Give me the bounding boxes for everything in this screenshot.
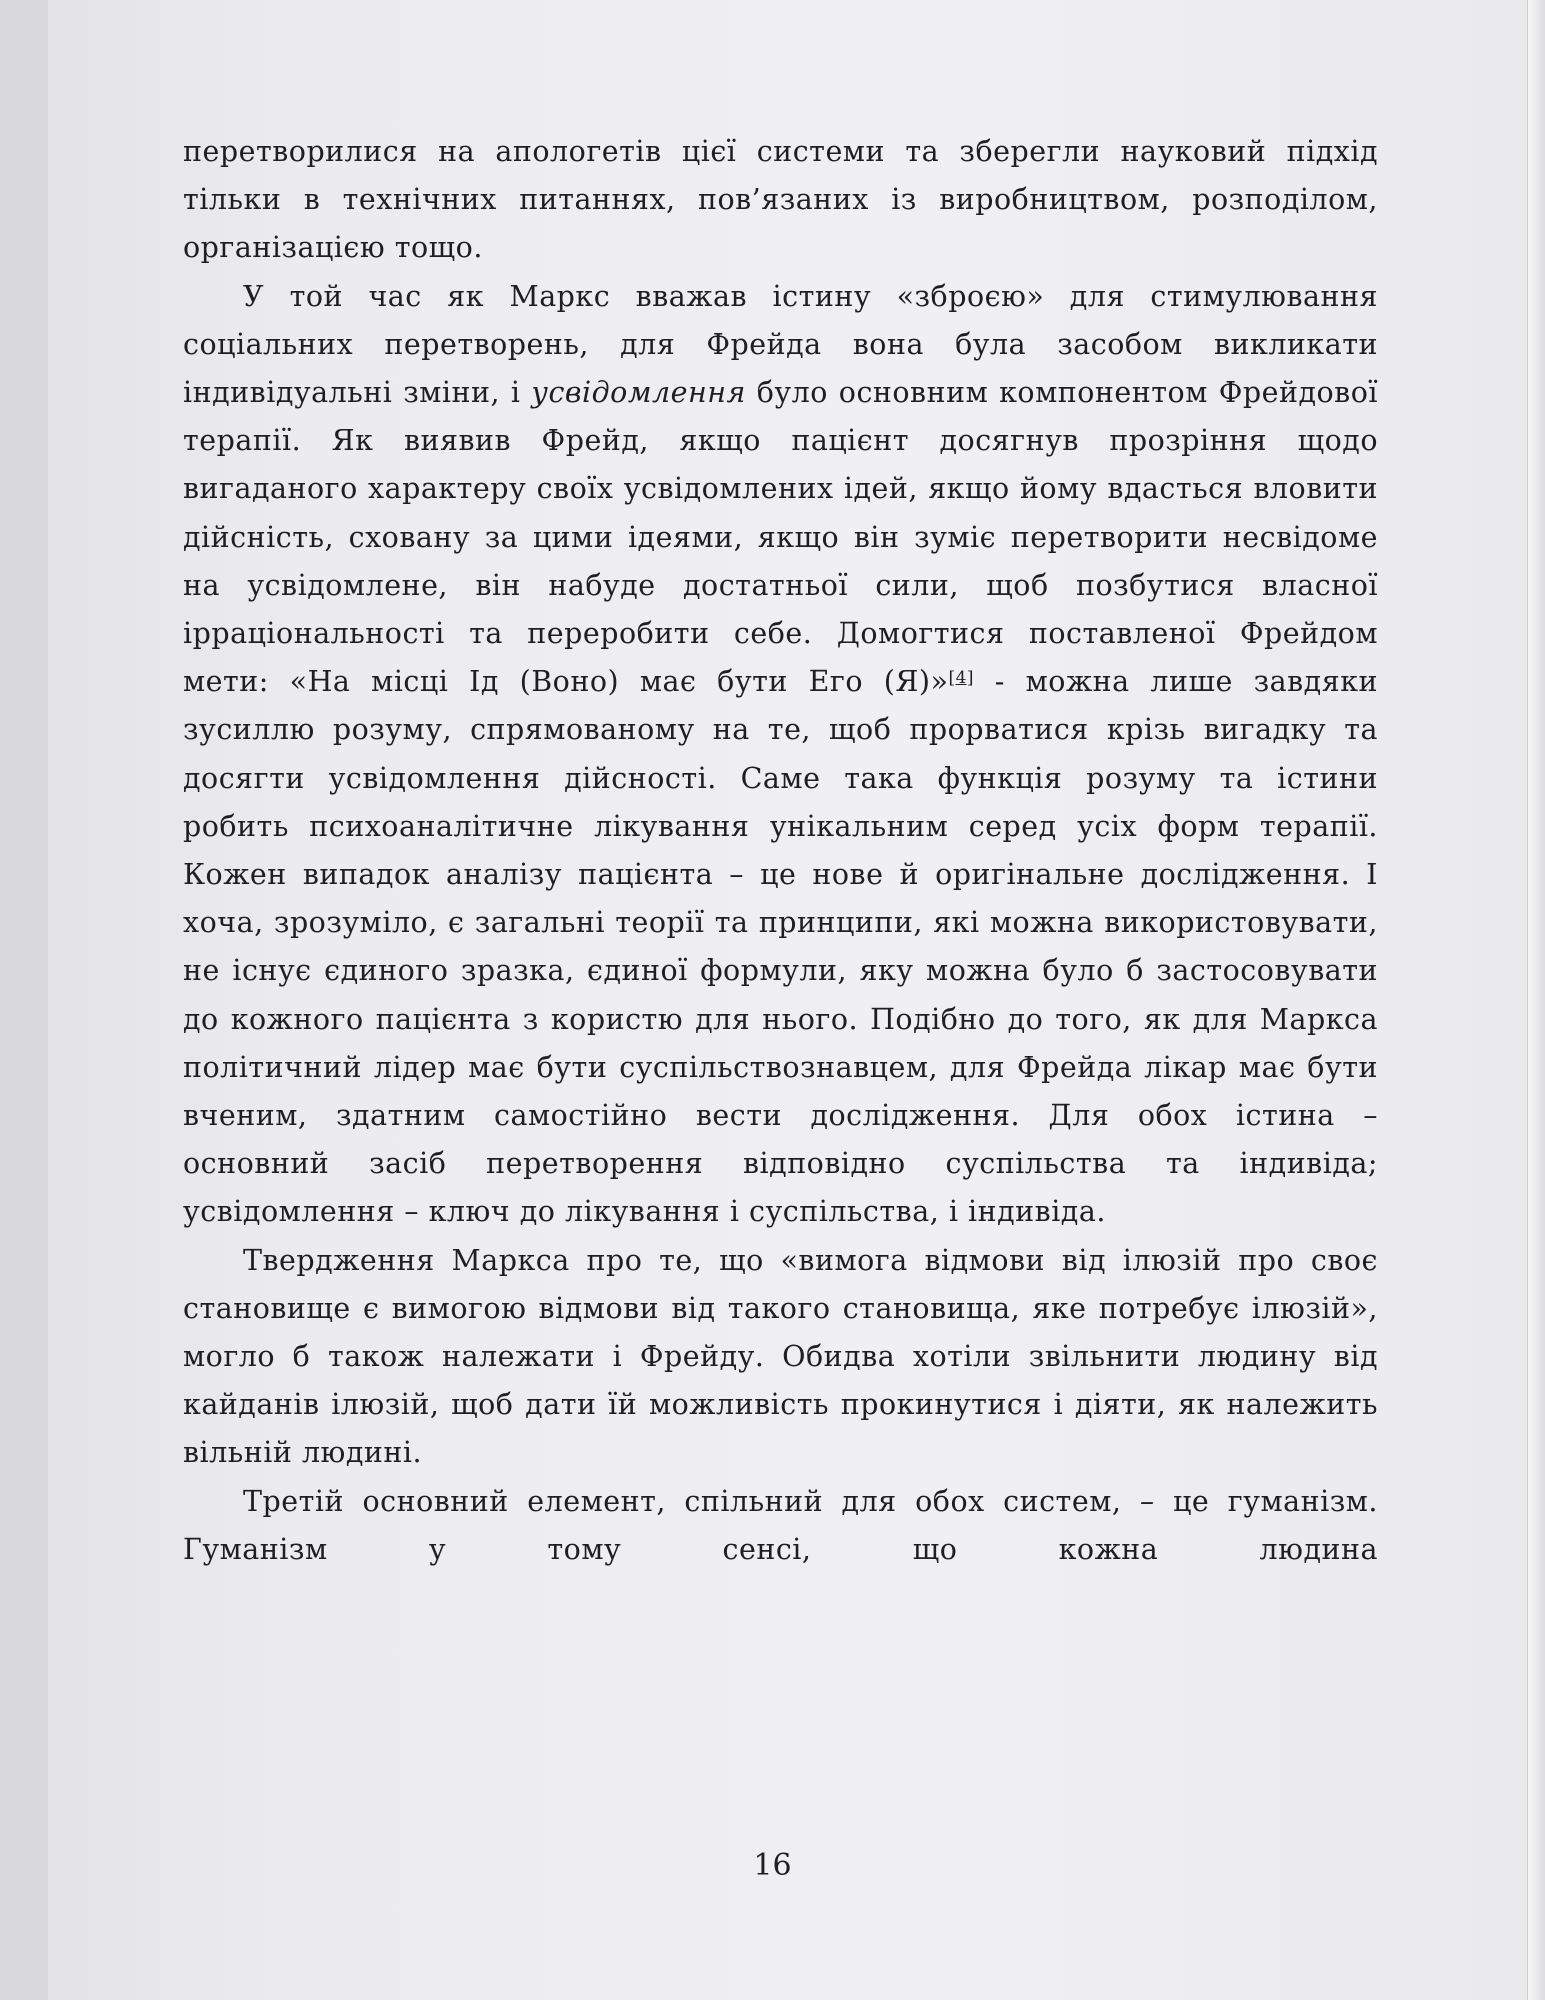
paragraph-2-text-b: було основним компонентом Фрейдової терапії. Як виявив Фрейд, якщо пацієнт досягнув прозріння щодо вигаданого характеру своїх усвідомлених ідей, якщо йому вдасться вловити дійсність, сховану за цими ідеями, якщо він зуміє перетворити несвідоме на усвідомлене, він набуде достатньої сили, щоб позбутися власної ірраціональності та переробити себе. Домогтися поставленої Фрейдом мети: «На місці Ід (Воно) має бути Его (Я)» <box>183 376 1378 699</box>
paragraph-4-text: Третій основний елемент, спільний для обох систем, – це гуманізм. Гуманізм у тому сенсі, що кожна людина <box>183 1484 1378 1566</box>
page-edge <box>1527 0 1545 2000</box>
paragraph-2-text-a: У той час як Маркс вважав істину «зброєю» для стимулювання соціальних перетворень, для Фрейда вона була засобом викликати індивідуальні зміни, і <box>183 279 1378 410</box>
paragraph-1-text: перетворилися на апологетів цієї системи та зберегли науковий підхід тільки в технічних питаннях, пов’язаних із виробництвом, розподілом, організацією тощо. <box>183 135 1378 265</box>
page-number: 16 <box>753 1848 792 1883</box>
paragraph-2-italic: усвідомлення <box>531 376 746 410</box>
body-text <box>183 128 1378 1574</box>
paragraph-1 <box>183 128 1378 273</box>
paragraph-3 <box>183 1237 1378 1478</box>
paragraph-2-text-c: - можна лише завдяки зусиллю розуму, спрямованому на те, щоб прорватися крізь вигадку та досягти усвідомлення дійсності. Саме така функція розуму та істини робить психоаналітичне лікування унікальним серед усіх форм терапії. Кожен випадок аналізу пацієнта – це нове й оригінальне дослідження. І хоча, зрозуміло, є загальні теорії та принципи, які можна використовувати, не існує єдиного зразка, єдиної формули, яку можна було б застосовувати до кожного пацієнта з користю для нього. Подібно до того, як для Маркса політичний лідер має бути суспільствознавцем, для Фрейда лікар має бути вченим, здатним самостійно вести дослідження. Для обох істина – основний засіб перетворення відповідно суспільства та індивіда; усвідомлення – ключ до лікування і суспільства, і індивіда. <box>183 665 1379 1229</box>
paragraph-2 <box>183 273 1378 1237</box>
footnote-link[interactable]: [4] <box>948 668 975 689</box>
paragraph-4 <box>183 1478 1378 1574</box>
paragraph-3-text: Твердження Маркса про те, що «вимога відмови від ілюзій про своє становище є вимогою відмови від такого становища, яке потребує ілюзій», могло б також належати і Фрейду. Обидва хотіли звільнити людину від кайданів ілюзій, щоб дати їй можливість прокинутися і діяти, як належить вільній людині. <box>183 1243 1378 1470</box>
